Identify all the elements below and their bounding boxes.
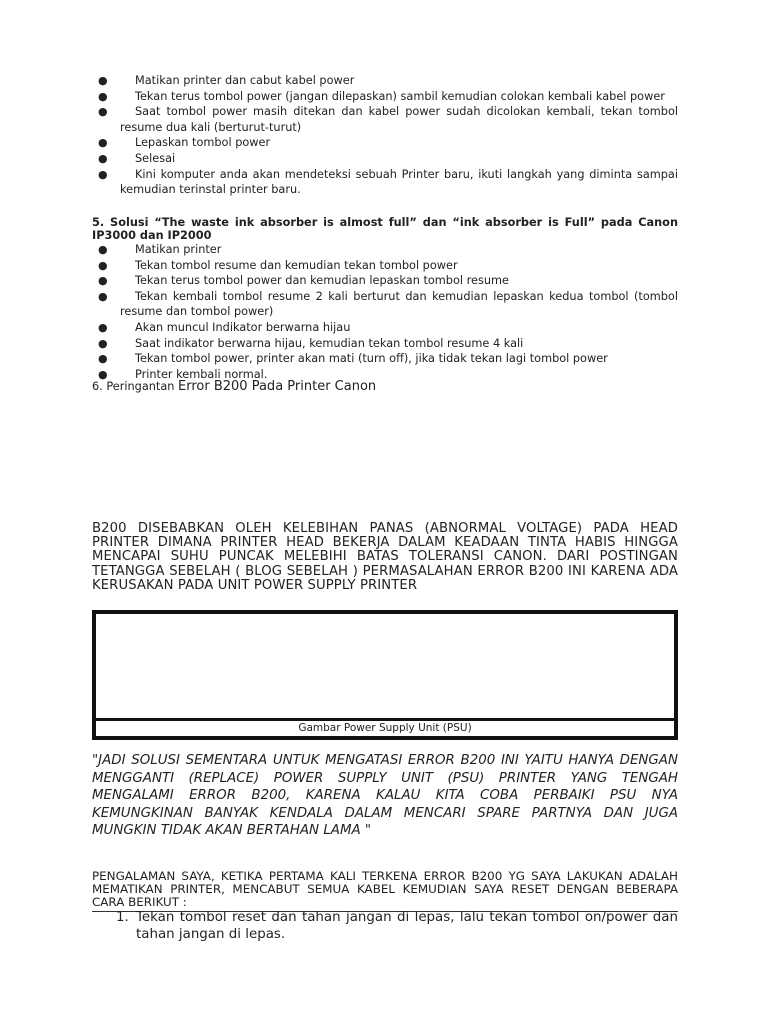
step-number: 1. — [116, 910, 129, 925]
bullet-icon: ● — [98, 258, 108, 272]
list-item: ● Lepaskan tombol power — [98, 136, 271, 150]
list-item: ● Tekan tombol resume dan kemudian tekan tombol power — [98, 258, 458, 272]
bullet-icon: ● — [98, 289, 108, 303]
psu-figure — [92, 610, 678, 740]
experience-paragraph: PENGALAMAN SAYA, KETIKA PERTAMA KALI TERKENA ERROR B200 YG SAYA LAKUKAN ADALAH MEMATIKAN PRINTER, MENCABUT SEMUA KABEL KEMUDIAN SAYA RESET DENGAN BEBERAPA CARA BERIKUT : — [92, 869, 678, 910]
list-item: ● Saat indikator berwarna hijau, kemudian tekan tombol resume 4 kali — [98, 336, 524, 350]
section-6-title: Error B200 Pada Printer Canon — [178, 379, 377, 394]
list-item: ● Matikan printer dan cabut kabel power — [98, 74, 355, 87]
list-item: ● Tekan kembali tombol resume 2 kali berturut dan kemudian lepaskan kedua tombol (tombol resume dan tombol power) — [98, 289, 678, 319]
bullet-icon: ● — [98, 74, 108, 87]
numbered-steps — [92, 910, 678, 943]
bullet-list-ink-absorber — [92, 242, 678, 382]
section-6-prefix: 6. Peringantan — [92, 380, 179, 393]
bullet-icon: ● — [98, 243, 108, 256]
bullet-icon: ● — [98, 336, 108, 350]
psu-image-placeholder — [96, 614, 674, 721]
figure-caption: Gambar Power Supply Unit (PSU) — [298, 722, 472, 734]
bullet-icon: ● — [98, 320, 108, 334]
list-item: ● Kini komputer anda akan mendeteksi sebuah Printer baru, ikuti langkah yang diminta sampai kemudian terinstal printer baru. — [98, 167, 678, 197]
bullet-icon: ● — [98, 274, 108, 288]
list-item: ● Akan muncul Indikator berwarna hijau — [98, 320, 351, 334]
bullet-list-reset — [92, 73, 678, 198]
list-item: ● Tekan terus tombol power (jangan dilepaskan) sambil kemudian colokan kembali kabel power — [98, 89, 665, 103]
list-item: ● Tekan terus tombol power dan kemudian lepaskan tombol resume — [98, 274, 509, 288]
step-text: Tekan tombol reset dan tahan jangan di lepas, lalu tekan tombol on/power dan tahan jangan di lepas. — [136, 910, 678, 942]
section-5-heading: 5. Solusi “The waste ink absorber is almost full” dan “ink absorber is Full” pada Canon IP3000 dan IP2000 — [92, 216, 678, 242]
step-item — [92, 910, 678, 943]
bullet-icon: ● — [98, 105, 108, 119]
list-item: ● Matikan printer — [98, 243, 222, 256]
bullet-icon: ● — [98, 89, 108, 103]
bullet-icon: ● — [98, 352, 108, 366]
bullet-icon: ● — [98, 151, 108, 165]
bullet-icon: ● — [98, 167, 108, 181]
section-6-heading — [92, 379, 376, 394]
list-item: ● Saat tombol power masih ditekan dan kabel power sudah dicolokan kembali, tekan tombol resume dua kali (berturut-turut) — [98, 105, 678, 134]
bullet-icon: ● — [98, 367, 108, 381]
list-item: ● Selesai — [98, 151, 176, 165]
bullet-icon: ● — [98, 136, 108, 150]
list-item: ● Printer kembali normal. — [98, 367, 268, 381]
list-item: ● Tekan tombol power, printer akan mati (turn off), jika tidak tekan lagi tombol power — [98, 352, 608, 366]
solution-quote: "JADI SOLUSI SEMENTARA UNTUK MENGATASI ERROR B200 INI YAITU HANYA DENGAN MENGGANTI (REPLACE) POWER SUPPLY UNIT (PSU) PRINTER YANG TENGAH MENGALAMI ERROR B200, KARENA KALAU KITA COBA PERBAIKI PSU NYA KEMUNGKINAN BANYAK KENDALA DALAM MENCARI SPARE PARTNYA DAN JUGA MUNGKIN TIDAK AKAN BERTAHAN LAMA " — [92, 753, 678, 838]
b200-explanation: B200 DISEBABKAN OLEH KELEBIHAN PANAS (ABNORMAL VOLTAGE) PADA HEAD PRINTER DIMANA PRINTER HEAD BEKERJA DALAM KEADAAN TINTA HABIS HINGGA MENCAPAI SUHU PUNCAK MELEBIHI BATAS TOLERANSI CANON. DARI POSTINGAN TETANGGA SEBELAH ( BLOG SEBELAH ) PERMASALAHAN ERROR B200 INI KARENA ADA KERUSAKAN PADA UNIT POWER SUPPLY PRINTER — [92, 521, 678, 593]
